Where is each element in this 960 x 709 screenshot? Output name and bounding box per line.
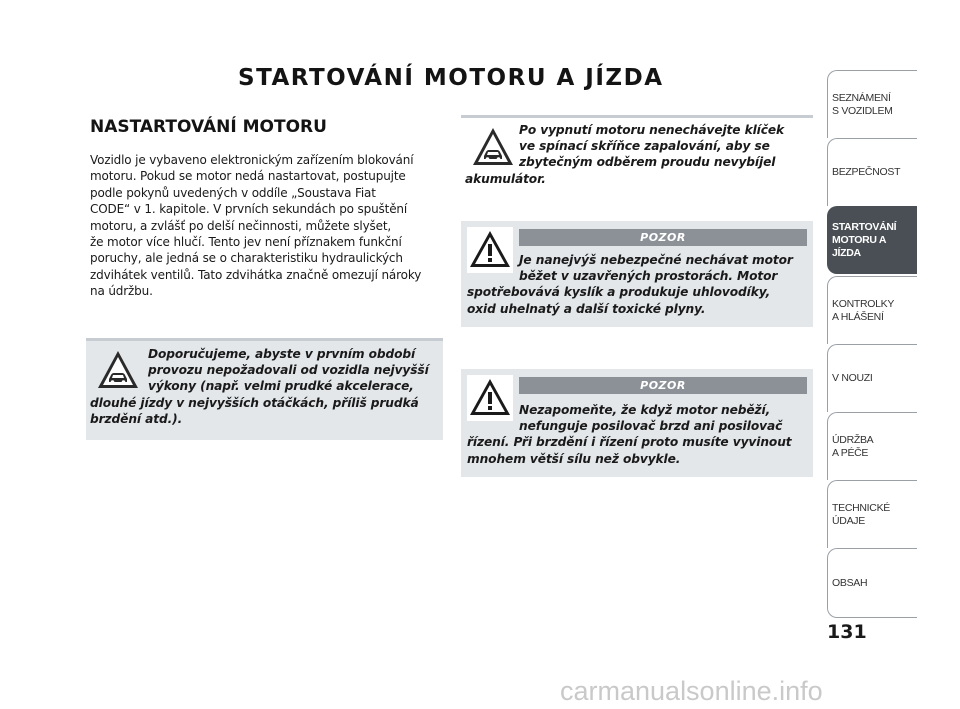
watermark: carmanualsonline.info [560, 676, 823, 706]
note-line: dlouhé jízdy v nejvyšších otáčkách, příliš prudká [90, 395, 419, 410]
tab-v-nouzi[interactable] [827, 344, 917, 412]
tab-label: SEZNÁMENÍ [832, 91, 891, 104]
tab-kontrolky[interactable] [827, 276, 917, 344]
warning-text-exhaust [467, 252, 811, 317]
note-line: Doporučujeme, abyste v prvním období [148, 347, 416, 361]
note-line: mnohem větší sílu než obvykle. [467, 451, 681, 466]
tab-bezpecnost[interactable] [827, 138, 917, 206]
tab-udrzba[interactable] [827, 412, 917, 480]
note-line: akumulátor. [465, 171, 546, 186]
note-divider [86, 338, 443, 341]
left-note-text [90, 346, 442, 427]
page-number: 131 [827, 621, 867, 643]
tab-label: ÚDRŽBA [832, 433, 874, 446]
note-line: ve spínací skříňce zapalování, aby se [519, 139, 770, 154]
body-line: že motor více hlučí. Tento jev není příznakem funkční [90, 235, 402, 250]
tab-label: BEZPEČNOST [832, 166, 901, 178]
note-line: nefunguje posilovač brzd ani posilovač [519, 419, 783, 434]
body-line: podle pokynů uvedených v oddíle „Soustava Fiat [90, 185, 376, 200]
note-line: Nezapomeňte, že když motor neběží, [519, 403, 771, 417]
pozor-label: POZOR [519, 377, 807, 394]
note-line: zbytečným odběrem proudu nevybíjel [519, 155, 776, 170]
tab-obsah[interactable] [827, 548, 917, 618]
note-line: Po vypnutí motoru nenechávejte klíček [519, 123, 785, 137]
body-line: CODE“ v 1. kapitole. V prvních sekundách po spuštění [90, 202, 408, 217]
body-line: poruchy, ale jedná se o charakteristiku hydraulických [90, 251, 403, 266]
tab-label: A HLÁŠENÍ [832, 310, 884, 323]
tab-label: TECHNICKÉ [832, 501, 890, 514]
tab-seznameni[interactable] [827, 70, 917, 138]
left-note-box [86, 338, 443, 440]
note-line: řízení. Při brzdění i řízení proto musíte vyvinout [467, 435, 792, 450]
tab-technicke-udaje[interactable] [827, 480, 917, 548]
right-note-text [465, 122, 813, 187]
chapter-sidebar [827, 70, 917, 618]
tab-label: OBSAH [832, 576, 868, 589]
warning-box-exhaust [461, 221, 813, 327]
page-title: STARTOVÁNÍ MOTORU A JÍZDA [238, 65, 664, 91]
note-line: spotřebovává kyslík a produkuje uhlovodíky, [467, 285, 771, 300]
note-line: výkony (např. velmi prudké akcelerace, [148, 379, 414, 394]
body-line: zdvihátek ventilů. Tato zdvihátka značně omezují nároky [90, 267, 422, 282]
tab-label: A PÉČE [832, 446, 869, 459]
pozor-label: POZOR [519, 229, 807, 246]
tab-label: S VOZIDLEM [832, 104, 893, 117]
tab-label: KONTROLKY [832, 297, 895, 310]
body-line: motoru. Pokud se motor nedá nastartovat, postupujte [90, 169, 406, 184]
note-line: Je nanejvýš nebezpečné nechávat motor [519, 253, 793, 267]
note-line: brzdění atd.). [90, 411, 183, 426]
note-line: provozu nepožadovali od vozidla nejvyšší [148, 363, 429, 378]
tab-label: STARTOVÁNÍ [832, 221, 897, 233]
section-heading: NASTARTOVÁNÍ MOTORU [90, 117, 327, 137]
tab-label: V NOUZI [832, 372, 873, 384]
warning-text-power-steering [467, 402, 811, 467]
tab-startovani[interactable] [827, 206, 917, 274]
note-divider [461, 115, 813, 118]
body-line: motoru, a zvlášť po delší nečinnosti, můžete slyšet, [90, 218, 392, 233]
body-line: Vozidlo je vybaveno elektronickým zařízením blokování [90, 153, 414, 167]
body-line: na údržbu. [90, 284, 153, 299]
tab-label: MOTORU A JÍZDA [832, 234, 886, 259]
body-paragraph [90, 152, 440, 300]
warning-box-power-steering [461, 369, 813, 477]
tab-label: ÚDAJE [832, 514, 865, 527]
right-note-box [461, 115, 813, 195]
note-line: oxid uhelnatý a další toxické plyny. [467, 301, 706, 316]
note-line: běžet v uzavřených prostorách. Motor [519, 269, 778, 284]
